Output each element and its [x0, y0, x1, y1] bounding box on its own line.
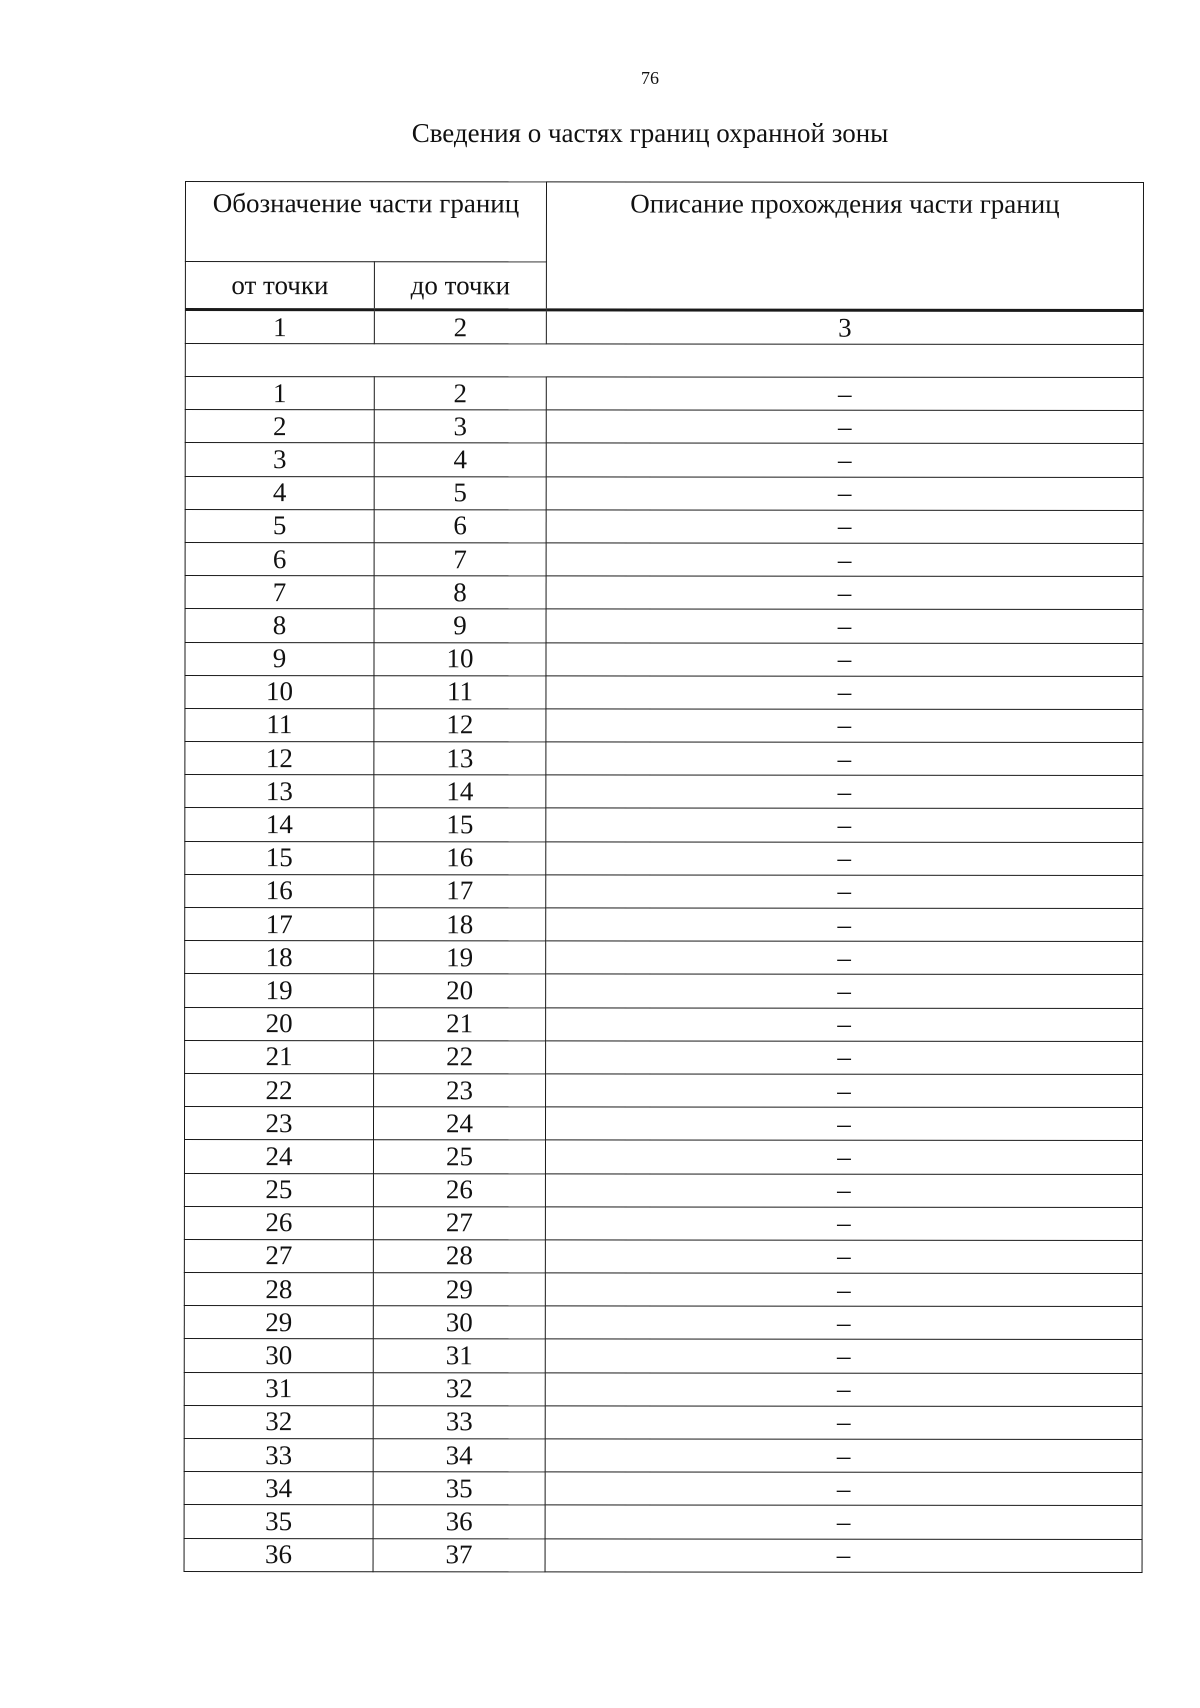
from-point-cell: 28 — [184, 1273, 373, 1306]
to-point-cell: 17 — [374, 875, 546, 908]
to-point-cell: 13 — [374, 742, 546, 775]
table-row — [185, 841, 1143, 875]
from-point-cell: 3 — [185, 443, 374, 476]
to-point-cell: 7 — [374, 543, 546, 576]
table-row — [185, 609, 1143, 643]
from-point-cell: 17 — [185, 908, 374, 941]
table-row — [185, 874, 1143, 908]
description-cell: – — [546, 609, 1143, 643]
table-row — [184, 1505, 1142, 1539]
to-point-cell: 23 — [374, 1074, 546, 1107]
from-point-cell: 21 — [185, 1040, 374, 1073]
from-point-cell: 26 — [184, 1206, 373, 1239]
table-row — [185, 410, 1143, 444]
description-cell: – — [546, 476, 1143, 510]
description-cell: – — [545, 1472, 1142, 1506]
to-point-cell: 19 — [374, 941, 546, 974]
table-row — [184, 1239, 1142, 1273]
table-row — [184, 1372, 1142, 1406]
column-number-3: 3 — [546, 310, 1143, 345]
table-row — [185, 542, 1143, 576]
description-cell: – — [546, 576, 1143, 610]
to-point-cell: 16 — [374, 841, 546, 874]
table-row — [184, 1206, 1142, 1240]
from-point-cell: 32 — [184, 1405, 373, 1438]
to-point-cell: 14 — [374, 775, 546, 808]
from-point-cell: 20 — [185, 1007, 374, 1040]
description-cell: – — [546, 543, 1143, 577]
to-point-cell: 28 — [373, 1240, 545, 1273]
from-point-cell: 14 — [185, 808, 374, 841]
column-number-row — [185, 310, 1143, 345]
to-point-cell: 12 — [374, 709, 546, 742]
from-point-cell: 18 — [185, 941, 374, 974]
table-row — [184, 1438, 1142, 1472]
from-point-cell: 9 — [185, 642, 374, 675]
table-row — [185, 443, 1143, 477]
from-point-cell: 35 — [184, 1505, 373, 1538]
to-point-cell: 36 — [373, 1505, 545, 1538]
boundary-parts-table — [184, 181, 1144, 1573]
to-point-cell: 22 — [374, 1040, 546, 1073]
table-row — [184, 1472, 1142, 1506]
table-row — [185, 377, 1143, 411]
description-cell: – — [546, 808, 1143, 842]
table-row — [185, 476, 1143, 510]
table-row — [185, 1073, 1143, 1107]
description-cell: – — [546, 443, 1143, 477]
column-number-1: 1 — [185, 310, 374, 344]
description-cell: – — [546, 410, 1143, 444]
from-point-cell: 12 — [185, 742, 374, 775]
description-cell: – — [545, 1173, 1142, 1207]
to-point-cell: 29 — [373, 1273, 545, 1306]
table-row — [184, 1405, 1142, 1439]
from-point-cell: 19 — [185, 974, 374, 1007]
table-row — [185, 1007, 1143, 1041]
table-row — [185, 974, 1143, 1008]
description-cell: – — [546, 676, 1143, 710]
from-point-cell: 11 — [185, 708, 374, 741]
from-point-cell: 8 — [185, 609, 374, 642]
to-point-cell: 26 — [373, 1173, 545, 1206]
page-number: 76 — [641, 68, 659, 88]
description-cell: – — [546, 742, 1143, 776]
to-point-cell: 37 — [373, 1538, 545, 1571]
table-row — [185, 808, 1143, 842]
description-cell: – — [546, 642, 1143, 676]
to-point-cell: 11 — [374, 675, 546, 708]
table-row — [185, 708, 1143, 742]
from-point-cell: 5 — [185, 509, 374, 542]
to-point-cell: 5 — [374, 476, 546, 509]
from-point-cell: 2 — [185, 410, 374, 443]
table-row — [185, 576, 1143, 610]
from-point-cell: 29 — [184, 1306, 373, 1339]
table-row — [184, 1339, 1142, 1373]
table-row — [184, 1306, 1142, 1340]
from-point-cell: 10 — [185, 675, 374, 708]
from-point-cell: 15 — [185, 841, 374, 874]
to-point-cell: 18 — [374, 908, 546, 941]
to-point-cell: 20 — [374, 974, 546, 1007]
to-point-cell: 30 — [373, 1306, 545, 1339]
section-label — [185, 344, 1143, 378]
header-to-point: до точки — [374, 262, 546, 310]
to-point-cell: 8 — [374, 576, 546, 609]
description-cell: – — [545, 1406, 1142, 1440]
description-cell: – — [546, 1007, 1143, 1041]
to-point-cell: 33 — [373, 1406, 545, 1439]
table-row — [185, 1040, 1143, 1074]
from-point-cell: 34 — [184, 1472, 373, 1505]
description-cell: – — [546, 875, 1143, 909]
to-point-cell: 10 — [374, 642, 546, 675]
description-cell: – — [546, 842, 1143, 876]
description-cell: – — [546, 377, 1143, 411]
description-cell: – — [546, 1041, 1143, 1075]
to-point-cell: 34 — [373, 1439, 545, 1472]
to-point-cell: 9 — [374, 609, 546, 642]
table-row — [184, 1107, 1142, 1141]
from-point-cell: 25 — [184, 1173, 373, 1206]
to-point-cell: 32 — [373, 1372, 545, 1405]
from-point-cell: 27 — [184, 1239, 373, 1272]
description-cell: – — [546, 775, 1143, 809]
description-cell: – — [545, 1107, 1142, 1141]
to-point-cell: 27 — [373, 1206, 545, 1239]
from-point-cell: 36 — [184, 1538, 373, 1571]
to-point-cell: 6 — [374, 509, 546, 542]
description-cell: – — [545, 1140, 1142, 1174]
description-cell: – — [546, 941, 1143, 975]
description-cell: – — [546, 908, 1143, 942]
to-point-cell: 4 — [374, 443, 546, 476]
description-cell: – — [545, 1439, 1142, 1473]
from-point-cell: 31 — [184, 1372, 373, 1405]
table-row — [185, 742, 1143, 776]
table-row — [184, 1173, 1142, 1207]
table-row — [185, 509, 1143, 543]
table-body — [184, 182, 1143, 1573]
document-title: Сведения о частях границ охранной зоны — [411, 118, 889, 148]
header-boundary-designation: Обозначение части границ — [185, 182, 546, 262]
header-from-point: от точки — [185, 262, 374, 310]
header-description: Описание прохождения части границ — [546, 182, 1143, 311]
table-row — [185, 941, 1143, 975]
section-row — [185, 344, 1143, 378]
table-row — [185, 908, 1143, 942]
from-point-cell: 24 — [184, 1140, 373, 1173]
table-row — [184, 1538, 1142, 1572]
from-point-cell: 22 — [185, 1073, 374, 1106]
to-point-cell: 24 — [373, 1107, 545, 1140]
to-point-cell: 15 — [374, 808, 546, 841]
to-point-cell: 31 — [373, 1339, 545, 1372]
description-cell: – — [545, 1339, 1142, 1373]
to-point-cell: 3 — [374, 410, 546, 443]
description-cell: – — [545, 1538, 1142, 1572]
from-point-cell: 33 — [184, 1438, 373, 1471]
to-point-cell: 21 — [374, 1007, 546, 1040]
description-cell: – — [545, 1373, 1142, 1407]
from-point-cell: 4 — [185, 476, 374, 509]
description-cell: – — [545, 1207, 1142, 1241]
to-point-cell: 2 — [374, 377, 546, 410]
column-number-2: 2 — [374, 310, 546, 344]
table-row — [184, 1140, 1142, 1174]
from-point-cell: 23 — [184, 1107, 373, 1140]
from-point-cell: 7 — [185, 576, 374, 609]
description-cell: – — [545, 1306, 1142, 1340]
description-cell: – — [546, 1074, 1143, 1108]
from-point-cell: 13 — [185, 775, 374, 808]
table-row — [185, 775, 1143, 809]
header-row-1 — [185, 182, 1143, 263]
from-point-cell: 1 — [185, 377, 374, 410]
to-point-cell: 35 — [373, 1472, 545, 1505]
description-cell: – — [546, 974, 1143, 1008]
to-point-cell: 25 — [373, 1140, 545, 1173]
table-row — [184, 1273, 1142, 1307]
description-cell: – — [546, 709, 1143, 743]
description-cell: – — [545, 1240, 1142, 1274]
from-point-cell: 30 — [184, 1339, 373, 1372]
table-row — [185, 642, 1143, 676]
description-cell: – — [545, 1273, 1142, 1307]
from-point-cell: 6 — [185, 542, 374, 575]
description-cell: – — [546, 510, 1143, 544]
description-cell: – — [545, 1505, 1142, 1539]
table-row — [185, 675, 1143, 709]
from-point-cell: 16 — [185, 874, 374, 907]
